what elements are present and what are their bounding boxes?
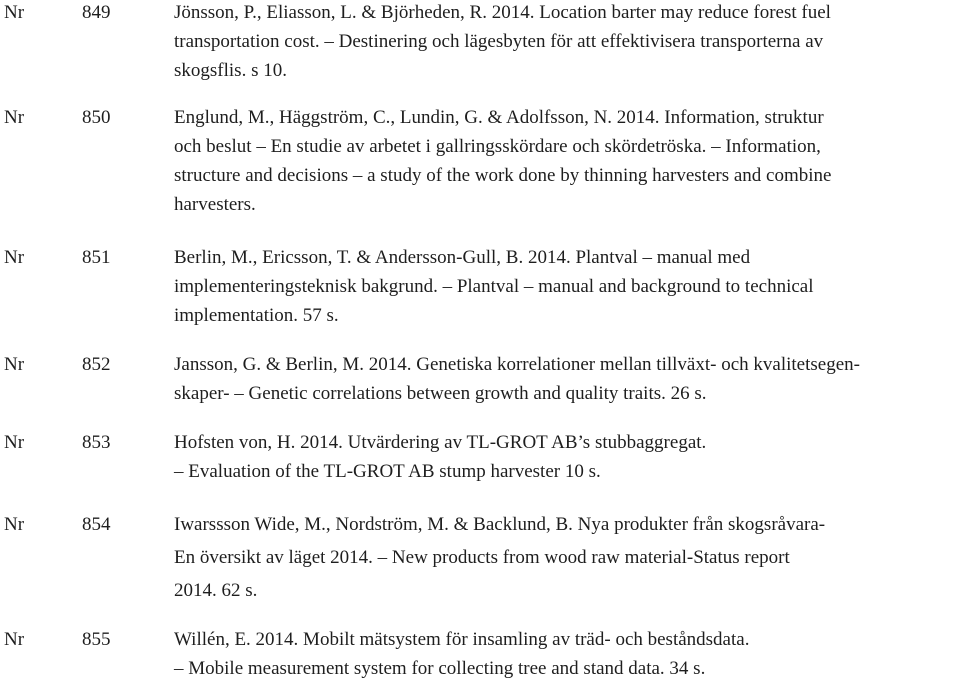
citation-line: Willén, E. 2014. Mobilt mätsystem för insamling av träd- och beståndsdata.	[174, 629, 750, 650]
entry-prefix: Nr	[4, 247, 25, 268]
citation-line: – Evaluation of the TL-GROT AB stump harvester 10 s.	[174, 461, 601, 482]
citation-line: implementeringsteknisk bakgrund. – Plantval – manual and background to technical	[174, 276, 814, 297]
citation-line: transportation cost. – Destinering och lägesbyten för att effektivisera transporterna av	[174, 31, 824, 52]
entry-citation	[174, 103, 954, 219]
entry-citation	[174, 625, 954, 683]
entry-prefix: Nr	[4, 629, 25, 650]
citation-line: och beslut – En studie av arbetet i gallringsskördare och skördetröska. – Information,	[174, 136, 821, 157]
citation-line: Berlin, M., Ericsson, T. & Andersson-Gull, B. 2014. Plantval – manual med	[174, 247, 751, 268]
citation-line: Iwarssson Wide, M., Nordström, M. & Backlund, B. Nya produkter från skogsråvara-	[174, 514, 826, 535]
entry-number: 849	[82, 2, 111, 23]
entry-number: 852	[82, 354, 111, 375]
citation-line: Jansson, G. & Berlin, M. 2014. Genetiska korrelationer mellan tillväxt- och kvalitetsegen-	[174, 354, 860, 375]
entry-number: 854	[82, 514, 111, 535]
entry-prefix: Nr	[4, 2, 25, 23]
entry-citation	[174, 508, 954, 607]
citation-line: En översikt av läget 2014. – New products from wood raw material-Status report	[174, 547, 790, 568]
entry-number: 855	[82, 629, 111, 650]
entry-number: 851	[82, 247, 111, 268]
citation-line: skogsflis. s 10.	[174, 60, 287, 81]
entry-prefix: Nr	[4, 354, 25, 375]
entry-number: 853	[82, 432, 111, 453]
citation-line: structure and decisions – a study of the work done by thinning harvesters and combine	[174, 165, 832, 186]
citation-line: – Mobile measurement system for collecting tree and stand data. 34 s.	[174, 658, 706, 679]
citation-line: skaper- – Genetic correlations between growth and quality traits. 26 s.	[174, 383, 707, 404]
entry-number: 850	[82, 107, 111, 128]
citation-line: Jönsson, P., Eliasson, L. & Björheden, R. 2014. Location barter may reduce forest fuel	[174, 2, 831, 23]
citation-line: 2014. 62 s.	[174, 580, 258, 601]
entry-prefix: Nr	[4, 107, 25, 128]
entry-prefix: Nr	[4, 432, 25, 453]
citation-line: implementation. 57 s.	[174, 305, 339, 326]
entry-citation	[174, 428, 954, 486]
entry-citation	[174, 243, 954, 330]
entry-prefix: Nr	[4, 514, 25, 535]
citation-line: Englund, M., Häggström, C., Lundin, G. & Adolfsson, N. 2014. Information, struktur	[174, 107, 824, 128]
citation-line: Hofsten von, H. 2014. Utvärdering av TL-GROT AB’s stubbaggregat.	[174, 432, 707, 453]
entry-citation	[174, 0, 954, 85]
citation-line: harvesters.	[174, 194, 256, 215]
entry-citation	[174, 350, 954, 408]
